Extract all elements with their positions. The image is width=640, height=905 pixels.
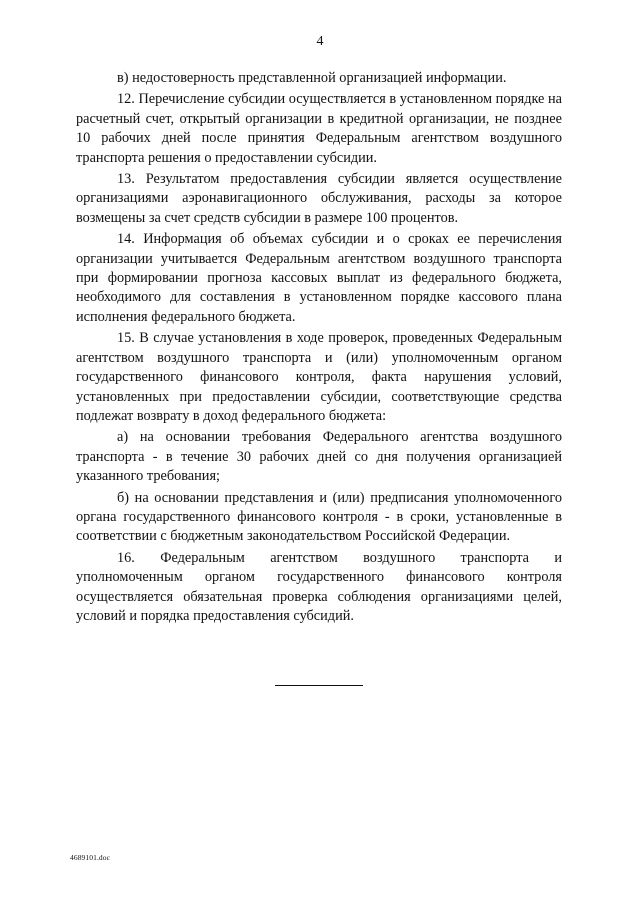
paragraph-15-refund: 15. В случае установления в ходе проверок, проведенных Федеральным агентством воздушного транспорта и (или) уполномоченным органом государственного финансового контроля, факта нарушения условий, установленных при предоставлении субсидии, соответствующие средства подлежат возврату в доход федерального бюджета:: [76, 330, 562, 424]
paragraph-b-representation: б) на основании представления и (или) предписания уполномоченного органа государственного финансового контроля - в сроки, установленные в соответствии с бюджетным законодательством Российской Федерации.: [76, 489, 562, 545]
paragraph-12-transfer: 12. Перечисление субсидии осуществляется в установленном порядке на расчетный счет, открытый организации в кредитной организации, не позднее 10 рабочих дней после принятия Федеральным агентством воздушного транспорта решения о предоставлении субсидии.: [76, 91, 562, 166]
page-number: 4: [316, 34, 324, 49]
paragraph-13-result: 13. Результатом предоставления субсидии является осуществление организациями аэронавигационного обслуживания, расходы за которое возмещены за счет средств субсидии в размере 100 процентов.: [76, 171, 562, 226]
paragraph-v-unreliable-info: в) недостоверность представленной организацией информации.: [117, 70, 507, 86]
footer-document-code: 4689101.doc: [70, 853, 111, 862]
end-of-text-rule: [275, 685, 363, 686]
paragraph-a-requirement: а) на основании требования Федерального агентства воздушного транспорта - в течение 30 рабочих дней со дня получения организацией указанного требования;: [76, 429, 562, 485]
document-body: [76, 69, 562, 628]
paragraph-16-audit: 16. Федеральным агентством воздушного транспорта и уполномоченным органом государственного финансового контроля осуществляется обязательная проверка соблюдения организациями целей, условий и порядка предоставления субсидий.: [76, 549, 562, 624]
paragraph-14-information: 14. Информация об объемах субсидии и о сроках ее перечисления организации учитывается Федеральным агентством воздушного транспорта при формировании прогноза кассовых выплат из федерального бюджета, необходимого для составления в установленном порядке кассового плана исполнения федерального бюджета.: [76, 231, 562, 325]
